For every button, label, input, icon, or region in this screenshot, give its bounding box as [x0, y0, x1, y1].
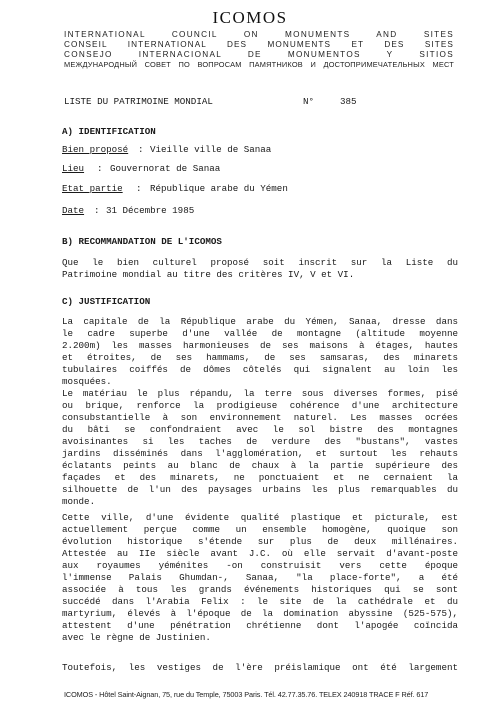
org-name-russian: МЕЖДУНАРОДНЫЙ СОВЕТ ПО ВОПРОСАМ ПАМЯТНИКОВ И ДОСТОПРИМЕЧАТЕЛЬНЫХ МЕСТ	[64, 60, 454, 69]
text-line: succédé dans l'Arabia Felix : le site de la cathédrale et du	[62, 596, 458, 607]
org-name-english: INTERNATIONAL COUNCIL ON MONUMENTS AND SITES	[64, 30, 454, 39]
section-b-title: B) RECOMMANDATION DE L'ICOMOS	[62, 236, 222, 247]
text-line: l'immense Palais Ghumdan-, Sanaa, "la place-forte", a été	[62, 572, 458, 583]
text-line: consubstantielle à son environnement naturel. Les masses ocrées	[62, 412, 458, 423]
section-c-title: C) JUSTIFICATION	[62, 296, 151, 307]
recommendation-paragraph	[62, 257, 458, 281]
text-line: mosquées.	[62, 376, 112, 387]
text-line: ou brique, renforce la prodigieuse cohérence d'une architecture	[62, 400, 458, 411]
field-label-lieu: Lieu	[62, 163, 85, 174]
field-sep-bien: :	[138, 144, 144, 155]
justification-paragraph-3	[62, 512, 458, 644]
icomos-logo: ICOMOS	[212, 8, 288, 27]
section-a-title: A) IDENTIFICATION	[62, 126, 156, 137]
field-label-bien: Bien proposé	[62, 144, 129, 155]
number-label: N°	[303, 96, 315, 107]
text-line: silhouette de l'un des paysages urbains les plus remarquables du	[62, 484, 458, 495]
text-line: aux royaumes yéménites -on construisit vers cette époque	[62, 560, 458, 571]
text-line: 2.200m) les masses harmonieuses de ses maisons à étages, hautes	[62, 340, 458, 351]
field-sep-date: :	[94, 205, 100, 216]
field-value-date: 31 Décembre 1985	[106, 205, 195, 216]
text-line: Le matériau le plus répandu, la terre sous diverses formes, pisé	[62, 388, 458, 399]
text-line: Cette ville, d'une évidente qualité plastique et picturale, est	[62, 512, 458, 523]
field-value-lieu: Gouvernorat de Sanaa	[110, 163, 221, 174]
text-line: Patrimoine mondial au titre des critères IV, V et VI.	[62, 269, 355, 280]
text-line: monde.	[62, 496, 96, 507]
text-line: évolution historique s'étende sur plus de deux millénaires.	[62, 536, 458, 547]
text-line: éclatants peints au blanc de chaux à la partie supérieure des	[62, 460, 458, 471]
text-line: avec le règne de Justinien.	[62, 632, 211, 643]
number-value: 385	[340, 96, 357, 107]
text-line: et étroites, de ses hammams, de ses samsaras, des minarets	[62, 352, 458, 363]
text-line: La capitale de la République arabe du Yémen, Sanaa, dresse dans	[62, 316, 458, 327]
footer-address: ICOMOS - Hôtel Saint-Aignan, 75, rue du Temple, 75003 Paris. Tél. 42.77.35.76. TELEX 240918 TRACE F Réf. 617	[64, 690, 429, 699]
org-name-spanish: CONSEJO INTERNACIONAL DE MONUMENTOS Y SITIOS	[64, 50, 454, 59]
field-label-etat: Etat partie	[62, 183, 123, 194]
text-line: façades et des minarets, ne ponctuaient et ne cernaient la	[62, 472, 458, 483]
justification-paragraph-1	[62, 316, 458, 508]
field-sep-lieu: :	[97, 163, 103, 174]
text-line: tubulaires coiffés de dômes côtelés qui signalent au loin les	[62, 364, 458, 375]
text-line: actuellement perçue comme un ensemble homogène, quoique son	[62, 524, 458, 535]
field-sep-etat: :	[136, 183, 142, 194]
text-line: Que le bien culturel proposé soit inscrit sur la Liste du	[62, 257, 458, 268]
text-line: martyrium, élevés à l'époque de la domination abyssine (525-575),	[62, 608, 458, 619]
text-line: Toutefois, les vestiges de l'ère préislamique ont été largement	[62, 662, 458, 673]
text-line: Attestée au IIe siècle avant J.C. où elle servait d'avant-poste	[62, 548, 458, 559]
text-line: avoisinantes si les taches de verdure des "bustans", vastes	[62, 436, 458, 447]
text-line: associée à tous les grands événements historiques qui se sont	[62, 584, 458, 595]
list-title: LISTE DU PATRIMOINE MONDIAL	[64, 96, 213, 107]
text-line: attestent d'une pénétration chrétienne dont l'apogée coïncida	[62, 620, 458, 631]
field-value-bien: Vieille ville de Sanaa	[150, 144, 272, 155]
text-line: jardins disséminés dans l'agglomération, et surtout les rehauts	[62, 448, 458, 459]
text-line: du bâti se confondraient avec le sol bistre des montagnes	[62, 424, 458, 435]
justification-paragraph-4	[62, 662, 458, 674]
text-line: le cadre superbe d'une vallée de montagne (altitude moyenne	[62, 328, 458, 339]
field-value-etat: République arabe du Yémen	[150, 183, 288, 194]
field-label-date: Date	[62, 205, 85, 216]
org-name-french: CONSEIL INTERNATIONAL DES MONUMENTS ET DES SITES	[64, 40, 454, 49]
